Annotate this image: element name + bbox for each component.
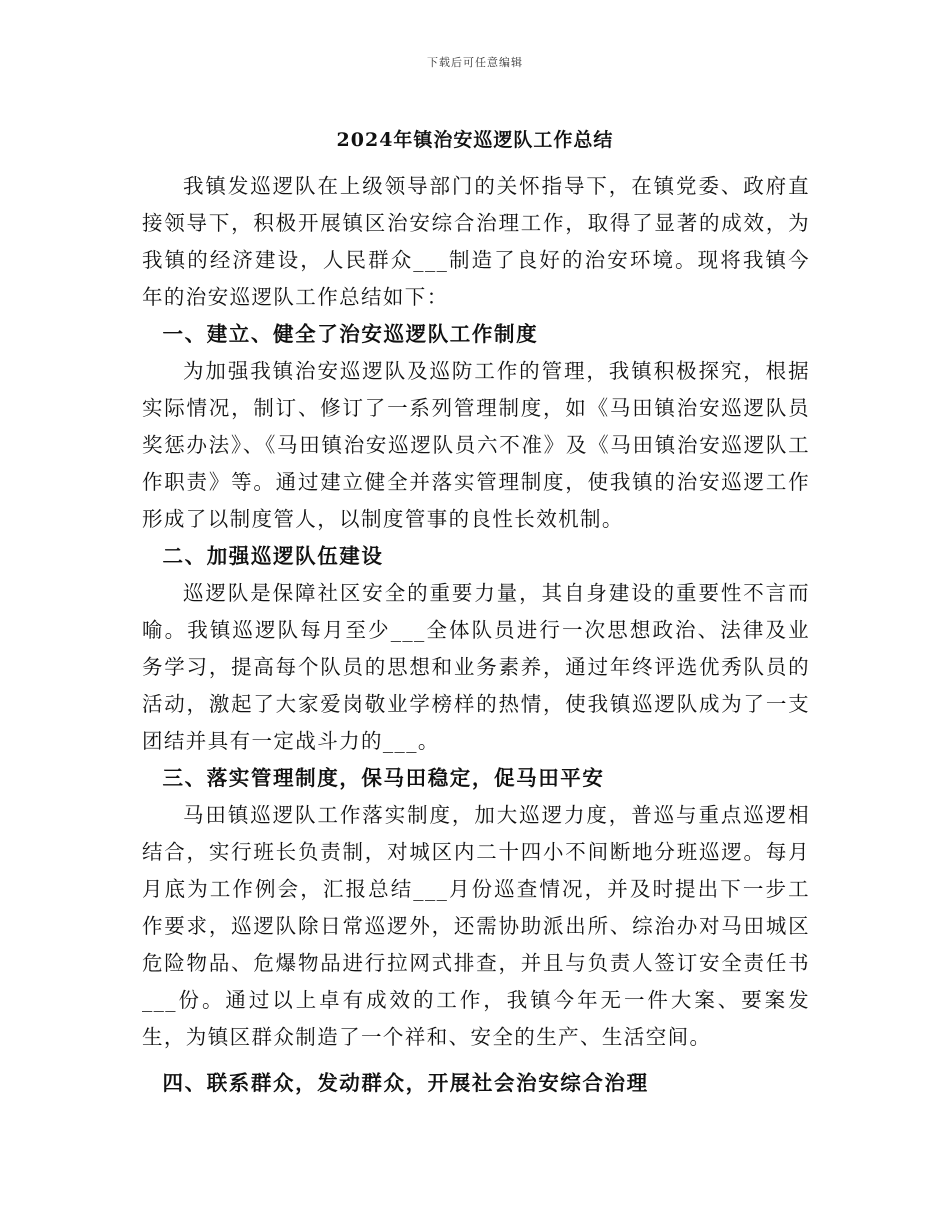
section-heading-2: 二、加强巡逻队伍建设: [162, 544, 384, 568]
intro-paragraph: 我镇发巡逻队在上级领导部门的关怀指导下，在镇党委、政府直接领导下，积极开展镇区治安综合治理工作，取得了显著的成效，为我镇的经济建设，人民群众___制造了良好的治安环境。现将我镇今年的治安巡逻队工作总结如下：: [142, 174, 810, 309]
section-body-1: 为加强我镇治安巡逻队及巡防工作的管理，我镇积极探究，根据实际情况，制订、修订了一系列管理制度，如《马田镇治安巡逻队员奖惩办法》、《马田镇治安巡逻队员六不准》及《马田镇治安巡逻队工作职责》等。通过建立健全并落实管理制度，使我镇的治安巡逻工作形成了以制度管人，以制度管事的良性长效机制。: [142, 359, 810, 531]
section-heading-1: 一、建立、健全了治安巡逻队工作制度: [162, 322, 539, 346]
document-body: [142, 168, 810, 1102]
section-heading-3: 三、落实管理制度，保马田稳定，促马田平安: [162, 766, 605, 790]
document-title: 2024年镇治安巡逻队工作总结: [336, 129, 614, 151]
section-body-3: 马田镇巡逻队工作落实制度，加大巡逻力度，普巡与重点巡逻相结合，实行班长负责制，对城区内二十四小不间断地分班巡逻。每月月底为工作例会，汇报总结___月份巡查情况，并及时提出下一步工作要求，巡逻队除日常巡逻外，还需协助派出所、综治办对马田城区危险物品、危爆物品进行拉网式排查，并且与负责人签订安全责任书___份。通过以上卓有成效的工作，我镇今年无一件大案、要案发生，为镇区群众制造了一个祥和、安全的生产、生活空间。: [142, 803, 810, 1049]
section-heading-4: 四、联系群众，发动群众，开展社会治安综合治理: [162, 1071, 649, 1095]
section-body-2: 巡逻队是保障社区安全的重要力量，其自身建设的重要性不言而喻。我镇巡逻队每月至少___全体队员进行一次思想政治、法律及业务学习，提高每个队员的思想和业务素养，通过年终评选优秀队员的活动，激起了大家爱岗敬业学榜样的热情，使我镇巡逻队成为了一支团结并具有一定战斗力的___。: [142, 581, 810, 753]
header-note: 下载后可任意编辑: [427, 56, 523, 69]
